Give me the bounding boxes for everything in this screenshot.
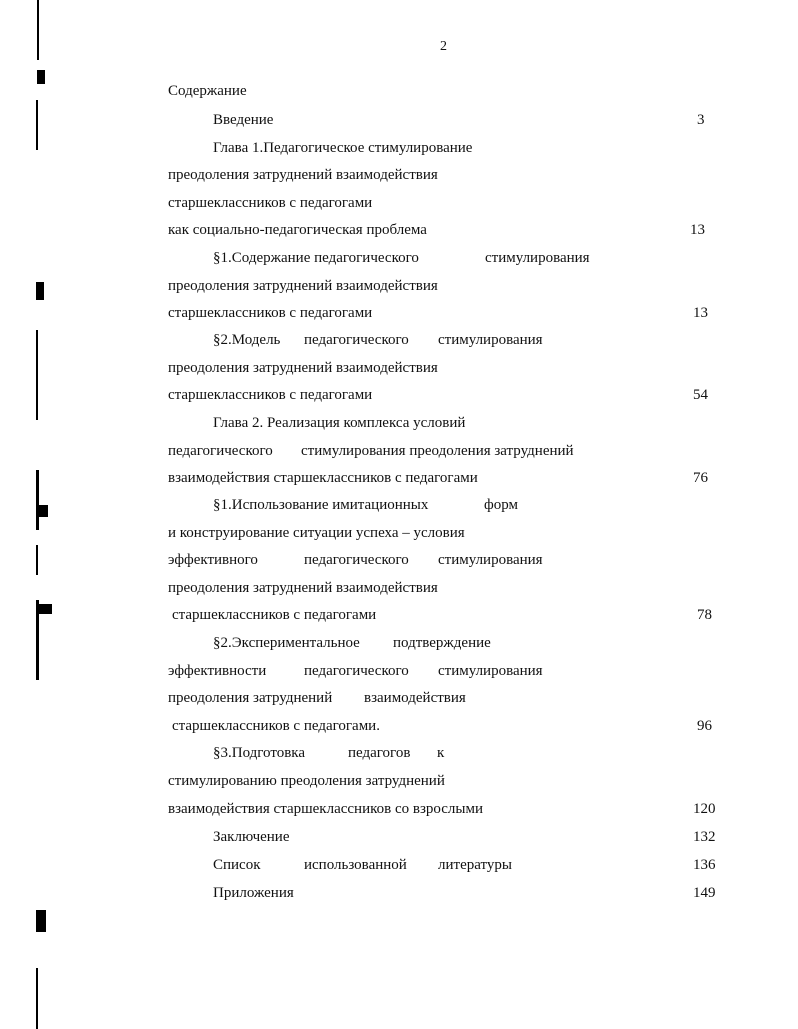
toc-ch2-s2-word: подтверждение xyxy=(393,635,491,651)
toc-ch2-s1-word: стимулирования xyxy=(438,552,543,568)
toc-ch1-s2-line: преодоления затруднений взаимодействия xyxy=(168,360,438,376)
toc-ch1-line: старшеклассников с педагогами xyxy=(168,195,373,211)
toc-ch2-s1-word: §1.Использование имитационных xyxy=(213,497,429,513)
toc-biblio-word: использованной xyxy=(304,857,407,873)
toc-ch1-s1-word: стимулирования xyxy=(485,250,590,266)
toc-ch2-s3-word: к xyxy=(437,745,445,761)
toc-ch2-s2-word: педагогического xyxy=(304,663,409,679)
toc-ch2-line: взаимодействия старшеклассников с педагогами xyxy=(168,470,478,486)
toc-ch2-word: стимулирования преодоления затруднений xyxy=(301,443,574,459)
toc-ch2-word: педагогического xyxy=(168,443,273,459)
toc-biblio-page: 136 xyxy=(693,857,716,873)
toc-ch1-s1-line: преодоления затруднений взаимодействия xyxy=(168,278,438,294)
toc-ch2-s1-page: 78 xyxy=(697,607,712,623)
toc-ch1-line: как социально-педагогическая проблема xyxy=(168,222,427,238)
scan-edge-mark xyxy=(36,282,44,300)
toc-heading: Содержание xyxy=(168,83,247,99)
toc-appendix: Приложения xyxy=(213,885,294,901)
scan-edge-mark xyxy=(38,604,52,614)
toc-ch1-s2-word: стимулирования xyxy=(438,332,543,348)
toc-conclusion: Заключение xyxy=(213,829,290,845)
toc-appendix-page: 149 xyxy=(693,885,716,901)
toc-ch2-s1-line: старшеклассников с педагогами xyxy=(172,607,377,623)
toc-ch2-s1-word: педагогического xyxy=(304,552,409,568)
toc-ch2-s2-word: взаимодействия xyxy=(364,690,466,706)
toc-ch2-s3-word: педагогов xyxy=(348,745,411,761)
toc-ch2-s2-word: эффективности xyxy=(168,663,267,679)
toc-ch2-s2-word: §2.Экспериментальное xyxy=(213,635,360,651)
toc-biblio-word: литературы xyxy=(438,857,512,873)
scan-edge-mark xyxy=(36,100,38,150)
toc-ch2-s1-line: и конструирование ситуации успеха – условия xyxy=(168,525,465,541)
toc-ch2-s3-line: стимулированию преодоления затруднений xyxy=(168,773,445,789)
toc-ch2-page: 76 xyxy=(693,470,708,486)
toc-ch1-s1-word: §1.Содержание педагогического xyxy=(213,250,419,266)
toc-ch2-s1-word: эффективного xyxy=(168,552,258,568)
toc-ch1-line: преодоления затруднений взаимодействия xyxy=(168,167,438,183)
toc-intro-page: 3 xyxy=(697,112,705,128)
toc-ch2-s2-word: преодоления затруднений xyxy=(168,690,333,706)
toc-intro: Введение xyxy=(213,112,274,128)
toc-ch1-s1-page: 13 xyxy=(693,305,708,321)
toc-ch1-s2-page: 54 xyxy=(693,387,708,403)
toc-ch2-s3-line: взаимодействия старшеклассников со взрослыми xyxy=(168,801,483,817)
toc-ch2-s2-line: старшеклассников с педагогами. xyxy=(172,718,380,734)
scan-edge-mark xyxy=(36,470,39,530)
scan-edge-mark xyxy=(36,968,38,1029)
toc-conclusion-page: 132 xyxy=(693,829,716,845)
scan-edge-mark xyxy=(37,70,45,84)
scan-edge-mark xyxy=(36,910,46,932)
toc-ch1-s1-line: старшеклассников с педагогами xyxy=(168,305,373,321)
toc-ch1-line: Глава 1.Педагогическое стимулирование xyxy=(213,140,473,156)
toc-ch1-page: 13 xyxy=(690,222,705,238)
scan-edge-mark xyxy=(37,0,39,60)
toc-biblio-word: Список xyxy=(213,857,261,873)
toc-ch2-s1-word: форм xyxy=(484,497,518,513)
scan-edge-mark xyxy=(36,330,38,420)
toc-ch2-s1-line: преодоления затруднений взаимодействия xyxy=(168,580,438,596)
toc-ch1-s2-word: педагогического xyxy=(304,332,409,348)
toc-ch2-s3-word: §3.Подготовка xyxy=(213,745,306,761)
scan-edge-mark xyxy=(38,505,48,517)
toc-ch2-line: Глава 2. Реализация комплекса условий xyxy=(213,415,466,431)
toc-ch1-s2-word: §2.Модель xyxy=(213,332,281,348)
toc-ch1-s2-line: старшеклассников с педагогами xyxy=(168,387,373,403)
toc-ch2-s2-word: стимулирования xyxy=(438,663,543,679)
toc-ch2-s3-page: 120 xyxy=(693,801,716,817)
toc-ch2-s2-page: 96 xyxy=(697,718,712,734)
scan-edge-mark xyxy=(36,545,38,575)
page-number: 2 xyxy=(440,39,447,54)
